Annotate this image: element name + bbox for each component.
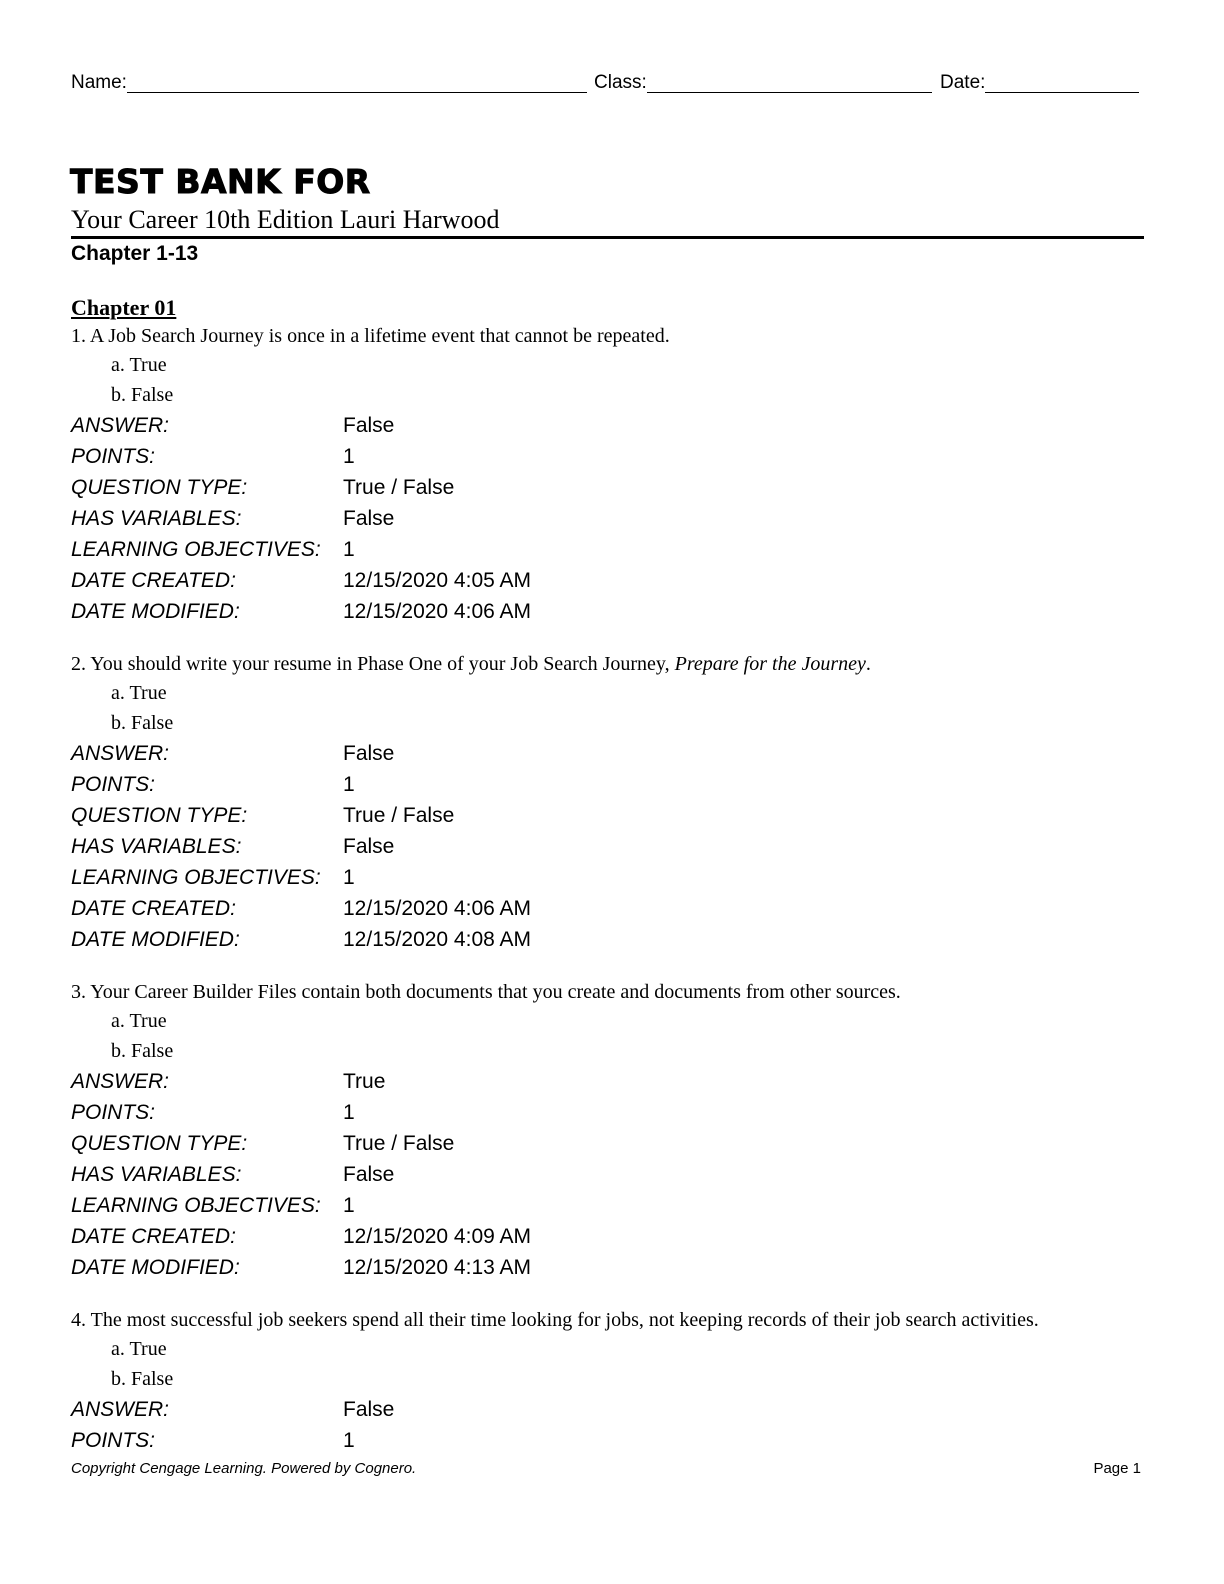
points-row (71, 441, 1151, 472)
title-divider (71, 236, 1144, 239)
date-created-value: 12/15/2020 4:09 AM (343, 1225, 531, 1248)
document-subtitle: Your Career 10th Edition Lauri Harwood (71, 205, 500, 234)
question-text (71, 650, 1151, 678)
learning-objectives-row (71, 534, 1151, 565)
points-row (71, 1097, 1151, 1128)
date-created-row (71, 1221, 1151, 1252)
question-type-row (71, 800, 1151, 831)
question-tail: . (865, 653, 871, 675)
date-modified-value: 12/15/2020 4:06 AM (343, 600, 531, 623)
answer-option: a. True (111, 682, 167, 704)
page-number: Page 1 (1093, 1460, 1141, 1477)
answer-row (71, 410, 1151, 441)
date-label: Date: (940, 72, 986, 93)
date-modified-label: DATE MODIFIED: (71, 1256, 240, 1279)
points-label: POINTS: (71, 1429, 156, 1452)
has-variables-value: False (343, 1163, 395, 1186)
question-item (71, 322, 1151, 627)
learning-objectives-label: LEARNING OBJECTIVES: (71, 1194, 321, 1217)
answer-label: ANSWER: (71, 742, 170, 765)
has-variables-label: HAS VARIABLES: (71, 835, 242, 858)
answer-label: ANSWER: (71, 414, 170, 437)
answer-option: b. False (111, 1368, 174, 1390)
answer-row (71, 1066, 1151, 1097)
question-item (71, 650, 1151, 955)
answer-row (71, 1394, 1151, 1425)
answer-row (71, 738, 1151, 769)
date-modified-value: 12/15/2020 4:08 AM (343, 928, 531, 951)
section-heading: Chapter 01 (71, 295, 177, 320)
question-type-label: QUESTION TYPE: (71, 1132, 248, 1155)
date-modified-row (71, 924, 1151, 955)
date-created-label: DATE CREATED: (71, 897, 236, 920)
learning-objectives-row (71, 862, 1151, 893)
question-type-value: True / False (343, 1132, 455, 1155)
date-created-value: 12/15/2020 4:06 AM (343, 897, 531, 920)
points-label: POINTS: (71, 445, 156, 468)
learning-objectives-value: 1 (343, 1194, 355, 1217)
question-type-value: True / False (343, 476, 455, 499)
name-blank-line[interactable] (127, 70, 587, 93)
date-created-row (71, 565, 1151, 596)
document-title: TEST BANK FOR (70, 162, 371, 201)
date-modified-row (71, 1252, 1151, 1283)
has-variables-row (71, 503, 1151, 534)
date-field[interactable] (940, 70, 1139, 96)
learning-objectives-value: 1 (343, 538, 355, 561)
date-created-label: DATE CREATED: (71, 1225, 236, 1248)
date-modified-label: DATE MODIFIED: (71, 600, 240, 623)
question-stem: 2. You should write your resume in Phase One of your Job Search Journey, (71, 653, 675, 675)
class-label: Class: (594, 72, 647, 93)
has-variables-value: False (343, 835, 395, 858)
answer-option: a. True (111, 1338, 167, 1360)
points-value: 1 (343, 773, 355, 796)
question-stem: 1. A Job Search Journey is once in a lifetime event that cannot be repeated. (71, 325, 670, 347)
points-label: POINTS: (71, 773, 156, 796)
question-type-label: QUESTION TYPE: (71, 476, 248, 499)
learning-objectives-value: 1 (343, 866, 355, 889)
class-field[interactable] (594, 70, 932, 96)
date-created-row (71, 893, 1151, 924)
answer-value: True (343, 1070, 386, 1093)
points-label: POINTS: (71, 1101, 156, 1124)
class-blank-line[interactable] (647, 70, 932, 93)
answer-value: False (343, 1398, 395, 1421)
has-variables-row (71, 831, 1151, 862)
question-list (71, 294, 1151, 1479)
has-variables-value: False (343, 507, 395, 530)
points-value: 1 (343, 1429, 355, 1452)
learning-objectives-label: LEARNING OBJECTIVES: (71, 866, 321, 889)
date-created-label: DATE CREATED: (71, 569, 236, 592)
question-type-row (71, 472, 1151, 503)
answer-value: False (343, 414, 395, 437)
has-variables-row (71, 1159, 1151, 1190)
question-type-value: True / False (343, 804, 455, 827)
answer-label: ANSWER: (71, 1070, 170, 1093)
chapter-range: Chapter 1-13 (71, 242, 199, 265)
answer-option: a. True (111, 1010, 167, 1032)
question-text (71, 978, 1151, 1006)
question-text (71, 1306, 1151, 1334)
answer-option: b. False (111, 712, 174, 734)
has-variables-label: HAS VARIABLES: (71, 507, 242, 530)
date-created-value: 12/15/2020 4:05 AM (343, 569, 531, 592)
question-item (71, 1306, 1151, 1456)
date-modified-value: 12/15/2020 4:13 AM (343, 1256, 531, 1279)
points-row (71, 769, 1151, 800)
points-row (71, 1425, 1151, 1456)
question-emphasis: Prepare for the Journey (674, 653, 866, 675)
question-type-row (71, 1128, 1151, 1159)
question-stem: 4. The most successful job seekers spend all their time looking for jobs, not keeping records of their job search activities. (71, 1309, 1039, 1331)
question-stem: 3. Your Career Builder Files contain both documents that you create and documents from other sources. (71, 981, 901, 1003)
date-blank-line[interactable] (985, 70, 1139, 93)
answer-option: a. True (111, 354, 167, 376)
question-text (71, 322, 1151, 350)
points-value: 1 (343, 445, 355, 468)
points-value: 1 (343, 1101, 355, 1124)
copyright-notice: Copyright Cengage Learning. Powered by Cognero. (71, 1460, 417, 1477)
answer-label: ANSWER: (71, 1398, 170, 1421)
has-variables-label: HAS VARIABLES: (71, 1163, 242, 1186)
answer-value: False (343, 742, 395, 765)
name-label: Name: (71, 72, 127, 93)
answer-option: b. False (111, 384, 174, 406)
learning-objectives-label: LEARNING OBJECTIVES: (71, 538, 321, 561)
learning-objectives-row (71, 1190, 1151, 1221)
question-item (71, 978, 1151, 1283)
answer-option: b. False (111, 1040, 174, 1062)
date-modified-label: DATE MODIFIED: (71, 928, 240, 951)
name-field[interactable] (71, 70, 587, 96)
question-type-label: QUESTION TYPE: (71, 804, 248, 827)
date-modified-row (71, 596, 1151, 627)
